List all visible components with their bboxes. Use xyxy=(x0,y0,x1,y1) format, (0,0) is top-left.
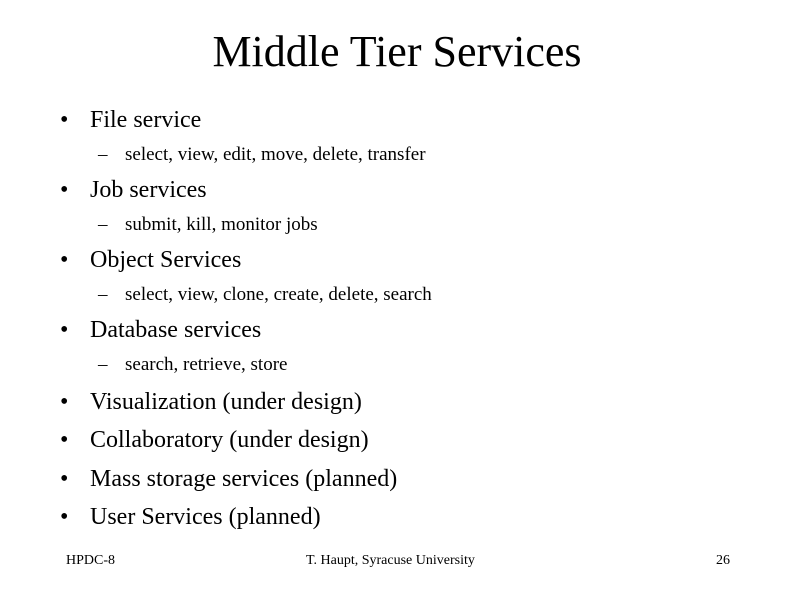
dash-icon: – xyxy=(98,354,108,375)
bullet-text: User Services (planned) xyxy=(90,504,321,530)
sub-bullet-text: select, view, clone, create, delete, search xyxy=(125,284,432,305)
bullet-text: File service xyxy=(90,107,202,133)
bullet-text: Mass storage services (planned) xyxy=(90,466,398,492)
bullet-icon: • xyxy=(60,107,69,133)
bullet-item xyxy=(60,426,369,454)
bullet-text: Object Services xyxy=(90,247,242,273)
sub-bullet-item xyxy=(98,214,318,236)
bullet-item xyxy=(60,176,207,204)
sub-bullet-item xyxy=(98,284,432,306)
sub-bullet-item xyxy=(98,354,287,376)
sub-bullet-text: submit, kill, monitor jobs xyxy=(125,214,318,235)
bullet-item xyxy=(60,503,321,531)
bullet-icon: • xyxy=(60,504,69,530)
bullet-icon: • xyxy=(60,317,69,343)
bullet-item xyxy=(60,246,241,274)
bullet-icon: • xyxy=(60,247,69,273)
bullet-icon: • xyxy=(60,177,69,203)
page-number: 26 xyxy=(716,553,730,568)
dash-icon: – xyxy=(98,284,108,305)
bullet-icon: • xyxy=(60,427,69,453)
bullet-item xyxy=(60,106,201,134)
sub-bullet-item xyxy=(98,144,426,166)
slide-title: Middle Tier Services xyxy=(212,27,582,76)
bullet-text: Collaboratory (under design) xyxy=(90,427,369,453)
sub-bullet-text: select, view, edit, move, delete, transfer xyxy=(125,144,426,165)
bullet-item xyxy=(60,465,397,493)
bullet-icon: • xyxy=(60,466,69,492)
bullet-text: Database services xyxy=(90,317,262,343)
bullet-icon: • xyxy=(60,389,69,415)
bullet-text: Job services xyxy=(90,177,207,203)
bullet-text: Visualization (under design) xyxy=(90,389,362,415)
dash-icon: – xyxy=(98,214,108,235)
bullet-item xyxy=(60,316,261,344)
dash-icon: – xyxy=(98,144,108,165)
bullet-item xyxy=(60,388,362,416)
sub-bullet-text: search, retrieve, store xyxy=(125,354,288,375)
footer-author: T. Haupt, Syracuse University xyxy=(306,553,475,568)
footer-left-label: HPDC-8 xyxy=(66,553,116,568)
